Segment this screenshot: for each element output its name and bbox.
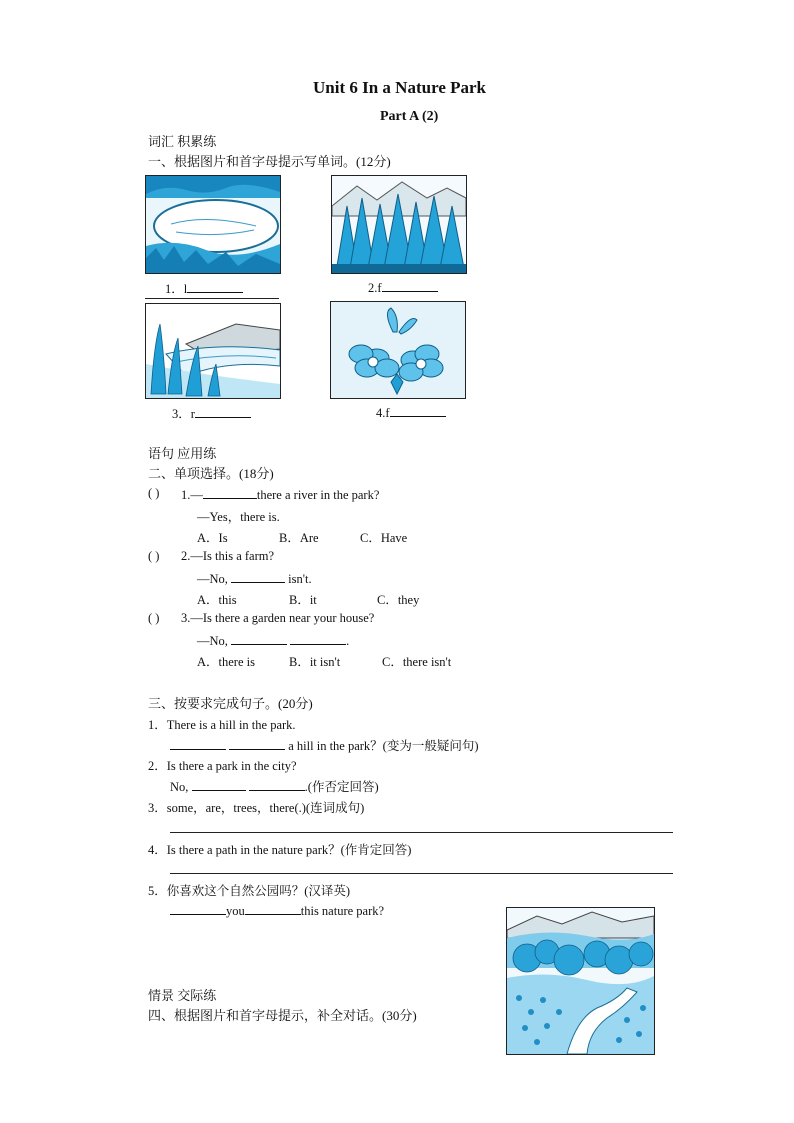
- s3-item1-blank-1[interactable]: [170, 737, 226, 750]
- q3-blank-2[interactable]: [290, 632, 346, 645]
- section1-heading: 一、根据图片和首字母提示写单词。(12分): [148, 154, 391, 169]
- q2-option-b[interactable]: B．it: [289, 593, 317, 607]
- s3-item4-answer-line[interactable]: [170, 873, 673, 874]
- s3-item4-question: 4．Is there a path in the nature park？(作肯定回答): [148, 843, 412, 857]
- q2-option-c[interactable]: C．they: [377, 593, 420, 607]
- s3-item1-blank-2[interactable]: [229, 737, 285, 750]
- s3-item5-blank-2[interactable]: [245, 902, 301, 915]
- nature-park-icon: [506, 907, 655, 1055]
- q2-answer: —No, isn't.: [197, 572, 312, 586]
- q3-option-b[interactable]: B．it isn't: [289, 655, 341, 669]
- s3-item3-answer-line[interactable]: [170, 832, 673, 833]
- s3-item2-blank-1[interactable]: [192, 778, 246, 791]
- q3-blank-1[interactable]: [231, 632, 287, 645]
- q1-option-b[interactable]: B．Are: [279, 531, 319, 545]
- s3-item5-answer: you this nature park?: [170, 902, 384, 919]
- q1-option-c[interactable]: C．Have: [360, 531, 408, 545]
- q2-paren[interactable]: ( ): [148, 549, 160, 563]
- river-icon: [145, 303, 281, 399]
- section2-heading: 二、单项选择。(18分): [148, 466, 274, 481]
- q2-option-a[interactable]: A．this: [197, 593, 237, 607]
- item4-label: 4.f: [376, 406, 390, 420]
- s3-item1-answer: a hill in the park？(变为一般疑问句): [170, 736, 479, 754]
- item3-label: 3．r: [172, 407, 195, 421]
- item4-blank[interactable]: [390, 404, 446, 417]
- item2-label: 2.f: [368, 281, 382, 295]
- flower-icon: [330, 301, 466, 399]
- s3-item5-question: 5．你喜欢这个自然公园吗？(汉译英): [148, 884, 351, 898]
- item1-blank[interactable]: [187, 280, 243, 293]
- section2-category: 语句 应用练: [148, 446, 217, 461]
- q3-answer: —No, .: [197, 634, 350, 648]
- s3-item3-question: 3．some，are，trees，there(.)(连词成句): [148, 801, 365, 815]
- q2-blank[interactable]: [231, 570, 285, 583]
- q3-question: 3.—Is there a garden near your house?: [181, 611, 375, 625]
- q3-paren[interactable]: ( ): [148, 611, 160, 625]
- section1-category: 词汇 积累练: [148, 134, 217, 149]
- page-subtitle: Part A (2): [380, 109, 439, 124]
- item1-label: 1．l: [165, 282, 188, 296]
- q1-answer: —Yes，there is.: [197, 510, 280, 524]
- divider-line: [145, 298, 279, 299]
- s3-item5-blank-1[interactable]: [170, 902, 226, 915]
- section4-category: 情景 交际练: [148, 988, 217, 1003]
- s3-item2-question: 2．Is there a park in the city?: [148, 759, 297, 773]
- q1-question: 1.— there a river in the park?: [181, 488, 380, 502]
- s3-item2-blank-2[interactable]: [249, 778, 305, 791]
- forest-icon: [331, 175, 467, 274]
- q1-blank[interactable]: [203, 486, 257, 499]
- section4-heading: 四、根据图片和首字母提示，补全对话。(30分): [148, 1008, 417, 1023]
- item3-blank[interactable]: [195, 405, 251, 418]
- q3-option-c[interactable]: C．there isn't: [382, 655, 452, 669]
- s3-item2-answer: No, .(作否定回答): [170, 780, 379, 794]
- q1-paren[interactable]: ( ): [148, 486, 160, 500]
- page-title: Unit 6 In a Nature Park: [313, 78, 486, 97]
- lake-icon: [145, 175, 281, 274]
- q1-option-a[interactable]: A．Is: [197, 531, 228, 545]
- q3-option-a[interactable]: A．there is: [197, 655, 255, 669]
- s3-item1-question: 1．There is a hill in the park.: [148, 718, 296, 732]
- item2-blank[interactable]: [382, 279, 438, 292]
- section3-heading: 三、按要求完成句子。(20分): [148, 696, 313, 711]
- q2-question: 2.—Is this a farm?: [181, 549, 275, 563]
